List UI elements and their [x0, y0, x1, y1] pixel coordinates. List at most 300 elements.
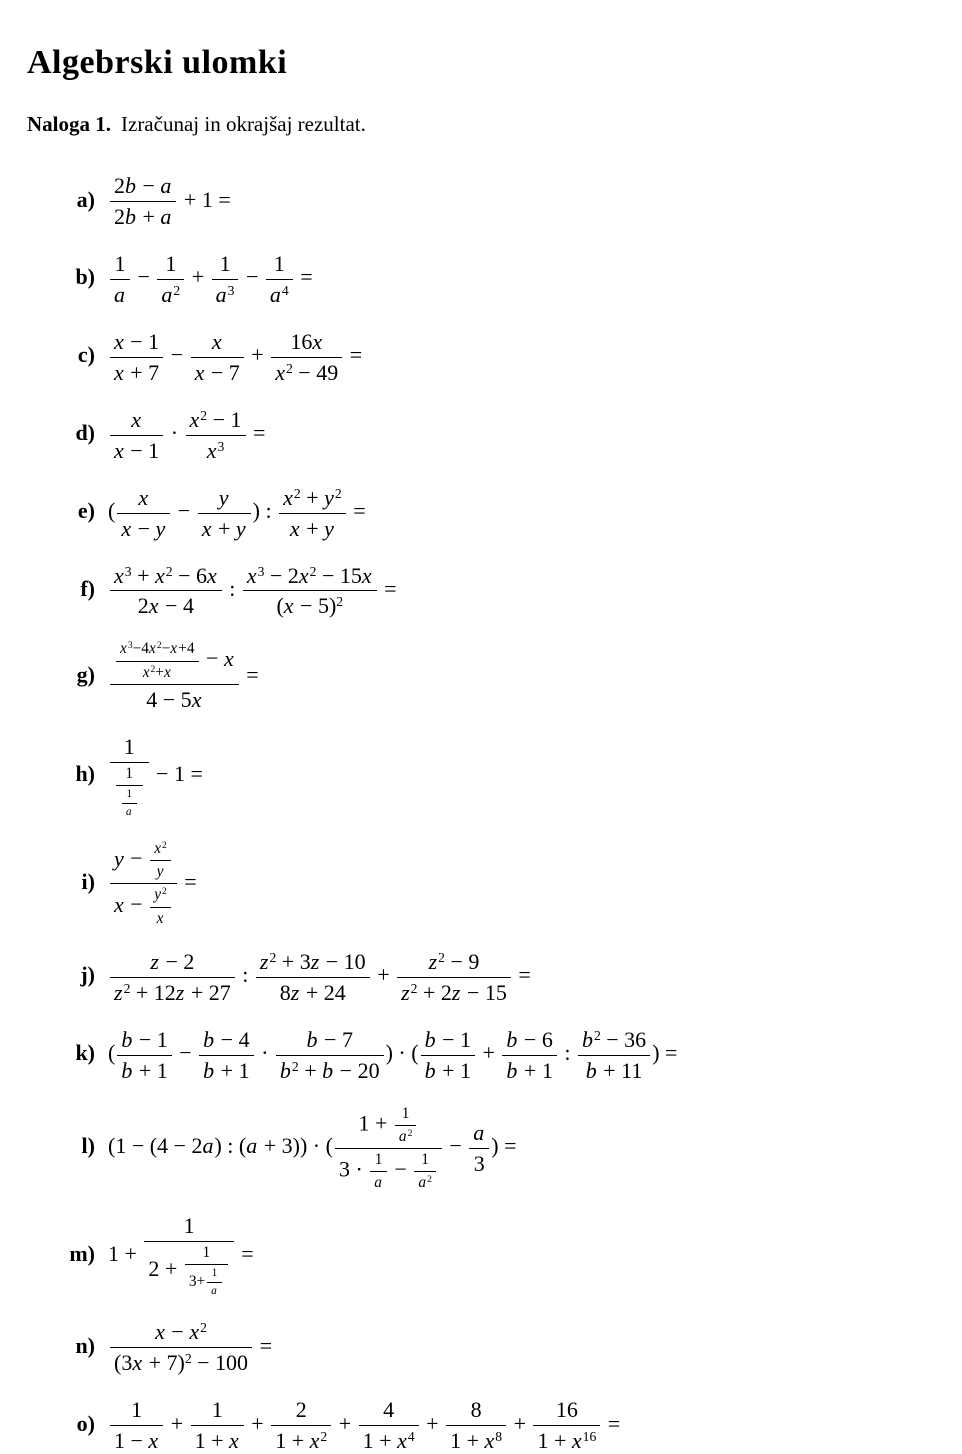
math-run: $1 + x^4$: [362, 1428, 415, 1454]
fraction-numerator: [110, 329, 163, 357]
fraction-numerator: [414, 1151, 435, 1171]
fraction-denominator: [116, 661, 199, 682]
fraction-denominator: [110, 883, 177, 927]
fraction-numerator: [279, 485, 346, 513]
fraction-numerator: [271, 1397, 331, 1425]
fraction-denominator: [157, 279, 184, 308]
fraction-denominator: [469, 1148, 489, 1177]
problem-row-g: [27, 640, 942, 712]
fraction-denominator: [144, 1241, 233, 1298]
math-run: +: [186, 264, 210, 290]
math-run: 4: [383, 1397, 395, 1423]
fraction-numerator: [116, 765, 143, 785]
fraction-denominator: [110, 762, 149, 819]
math-run: ) :: [252, 498, 278, 524]
fraction-numerator: [266, 251, 293, 279]
math-run: 1: [401, 1104, 410, 1122]
math-run: x: [131, 406, 141, 432]
problem-row-o: [27, 1397, 942, 1454]
math-run: 1: [131, 1397, 143, 1423]
fraction-denominator: [150, 907, 171, 928]
worksheet: [27, 44, 942, 1454]
fraction-numerator: [122, 788, 137, 803]
math-run: 1: [165, 250, 177, 276]
fraction: [110, 407, 163, 464]
math-run: =: [254, 1332, 272, 1358]
fraction-numerator: [116, 640, 199, 660]
fraction: [271, 329, 342, 386]
fraction: [207, 1267, 222, 1298]
math-run: $x^2 + y^2$: [283, 484, 342, 510]
fraction-denominator: [110, 201, 176, 230]
math-run: +: [371, 962, 396, 988]
task-label: Naloga 1.: [27, 112, 111, 136]
fraction-numerator: [157, 251, 184, 279]
math-run: 1: [421, 1150, 429, 1168]
fraction: [191, 329, 244, 386]
math-run: 2 +: [148, 1256, 183, 1282]
fraction: [157, 251, 184, 308]
fraction-denominator: [198, 513, 251, 542]
fraction: [397, 949, 511, 1006]
problem-row-e: [27, 485, 942, 542]
math-run: −: [132, 264, 156, 290]
fraction-numerator: [185, 1244, 228, 1264]
math-run: −: [173, 1040, 198, 1066]
math-run: $x^3$: [206, 437, 225, 463]
problem-formula: [108, 640, 259, 712]
fraction: [110, 949, 235, 1006]
fraction: [144, 1213, 233, 1298]
problem-formula: [108, 840, 197, 927]
fraction: [110, 640, 239, 712]
math-run: 1 + x: [194, 1428, 239, 1454]
fraction: [335, 1105, 442, 1193]
problem-label: a): [76, 186, 95, 212]
fraction: [279, 485, 346, 542]
math-run: $x^2$: [154, 840, 167, 858]
math-run: x + y: [289, 515, 334, 541]
math-run: +: [476, 1040, 501, 1066]
math-run: $a^4$: [269, 281, 289, 307]
problem-formula: [108, 1026, 678, 1083]
math-run: ) · (: [385, 1040, 419, 1066]
fraction: [110, 173, 176, 230]
math-run: $a^2$: [418, 1174, 432, 1192]
fraction-denominator: [397, 977, 511, 1006]
problem-row-j: [27, 949, 942, 1006]
fraction-numerator: [395, 1105, 416, 1125]
fraction-denominator: [122, 803, 137, 819]
fraction-denominator: [243, 590, 377, 619]
math-run: =: [240, 661, 259, 687]
fraction: [110, 734, 149, 819]
math-run: x − y: [121, 515, 166, 541]
math-run: 1: [123, 733, 135, 759]
fraction-denominator: [110, 684, 239, 713]
fraction-numerator: [469, 1120, 489, 1148]
problem-row-a: [27, 173, 942, 230]
math-run: 1: [125, 764, 134, 782]
fraction: [446, 1397, 506, 1454]
math-run: $(x - 5)^2$: [276, 593, 344, 619]
fraction-denominator: [191, 357, 244, 386]
fraction-denominator: [395, 1125, 416, 1146]
fraction-numerator: [110, 173, 176, 201]
fraction-numerator: [110, 563, 222, 591]
fraction-denominator: [191, 1425, 244, 1454]
math-run: a: [374, 1174, 382, 1192]
math-run: +: [333, 1410, 357, 1436]
fraction-denominator: [370, 1171, 387, 1192]
math-run: x: [138, 484, 149, 510]
fraction: [414, 1151, 435, 1192]
math-run: b − 1: [424, 1026, 471, 1052]
math-run: a: [211, 1285, 217, 1298]
fraction-denominator: [502, 1055, 556, 1084]
fraction-denominator: [271, 1425, 331, 1454]
math-run: x −: [114, 892, 149, 918]
fraction-numerator: [533, 1397, 600, 1425]
problem-label: k): [75, 1040, 95, 1066]
fraction-numerator: [150, 840, 171, 860]
problem-row-b: [27, 251, 942, 308]
math-run: b − 4: [203, 1026, 250, 1052]
task-line: [27, 112, 942, 137]
math-run: ) =: [652, 1040, 678, 1066]
math-run: x − 7: [194, 359, 240, 385]
fraction: [256, 949, 370, 1006]
problem-formula: [108, 733, 203, 818]
math-run: x + y: [201, 515, 246, 541]
fraction-numerator: [117, 1027, 171, 1055]
fraction-denominator: [279, 513, 346, 542]
math-run: $x^3 - 2x^2 - 15x$: [246, 562, 372, 588]
problem-label: c): [77, 342, 95, 368]
math-run: +: [508, 1410, 532, 1436]
problem-row-l: [27, 1105, 942, 1193]
math-run: $1 + x^2$: [275, 1428, 328, 1454]
problem-formula: [108, 250, 313, 307]
math-run: a: [473, 1119, 485, 1145]
math-run: −: [443, 1133, 468, 1159]
problem-label: j): [80, 962, 95, 988]
fraction-denominator: [116, 785, 143, 819]
fraction: [186, 407, 246, 464]
fraction-denominator: [578, 1055, 650, 1084]
fraction-numerator: [150, 886, 171, 906]
fraction-denominator: [446, 1425, 506, 1454]
problems-list: [27, 173, 942, 1454]
fraction-numerator: [198, 485, 251, 513]
task-text: Izračunaj in okrajšaj rezultat.: [121, 112, 366, 136]
fraction: [395, 1105, 416, 1146]
math-run: $x^3 + x^2 - 6x$: [114, 562, 217, 588]
fraction-denominator: [110, 977, 235, 1006]
math-run: (: [108, 498, 116, 524]
fraction-denominator: [117, 513, 170, 542]
math-run: 1: [183, 1213, 195, 1239]
math-run: 3+: [188, 1273, 206, 1291]
fraction-numerator: [271, 329, 342, 357]
math-run: +: [245, 342, 270, 368]
fraction-denominator: [533, 1425, 600, 1454]
fraction-denominator: [207, 1282, 222, 1298]
math-run: 1: [202, 1244, 211, 1262]
math-run: 16x: [290, 328, 323, 354]
fraction: [116, 765, 143, 819]
math-run: b + 1: [203, 1057, 250, 1083]
fraction-denominator: [150, 860, 171, 881]
math-run: $1 + x^8$: [450, 1428, 503, 1454]
math-run: $z^2 - 9$: [428, 948, 480, 974]
math-run: $a^3$: [215, 281, 235, 307]
fraction-denominator: [110, 279, 130, 308]
math-run: $x^2 - 1$: [189, 406, 242, 432]
math-run: $a^2$: [161, 281, 181, 307]
problem-label: e): [77, 498, 95, 524]
math-run: 1: [219, 250, 231, 276]
math-run: 16: [555, 1397, 578, 1423]
math-run: b + 1: [506, 1057, 553, 1083]
fraction-denominator: [266, 279, 293, 308]
fraction-numerator: [446, 1397, 506, 1425]
fraction: [122, 788, 137, 819]
fraction: [266, 251, 293, 308]
math-run: 8: [470, 1397, 482, 1423]
math-run: 1: [114, 250, 126, 276]
fraction: [370, 1151, 387, 1192]
fraction-denominator: [276, 1055, 384, 1084]
math-run: b − 1: [121, 1026, 168, 1052]
fraction-numerator: [110, 840, 177, 883]
math-run: x − 1: [114, 328, 160, 354]
fraction-numerator: [191, 329, 244, 357]
problem-label: n): [75, 1332, 95, 1358]
fraction: [198, 485, 251, 542]
fraction-denominator: [110, 1347, 252, 1376]
fraction-denominator: [335, 1148, 442, 1192]
problem-row-h: [27, 734, 942, 819]
fraction: [117, 1027, 171, 1084]
math-run: 4 − 5x: [146, 686, 202, 712]
fraction-numerator: [421, 1027, 475, 1055]
math-run: 2b + a: [114, 203, 172, 229]
fraction: [502, 1027, 556, 1084]
fraction-numerator: [117, 485, 170, 513]
math-run: =: [378, 576, 397, 602]
math-run: :: [558, 1040, 576, 1066]
fraction: [271, 1397, 331, 1454]
math-run: 1: [374, 1150, 383, 1168]
fraction: [110, 1319, 252, 1376]
problem-formula: [108, 1397, 621, 1454]
fraction: [469, 1120, 489, 1177]
math-run: =: [294, 264, 313, 290]
fraction-numerator: [256, 949, 370, 977]
page-title: Algebrski ulomki: [27, 44, 288, 81]
fraction-numerator: [110, 949, 235, 977]
math-run: b + 1: [121, 1057, 168, 1083]
math-run: (: [108, 1040, 116, 1066]
fraction-numerator: [110, 734, 149, 762]
math-run: $x^2 - 49$: [275, 359, 339, 385]
fraction-numerator: [199, 1027, 253, 1055]
math-run: −: [240, 264, 264, 290]
math-run: =: [347, 498, 366, 524]
fraction-denominator: [271, 357, 342, 386]
fraction-numerator: [359, 1397, 419, 1425]
problem-label: l): [81, 1133, 95, 1159]
math-run: 1: [211, 1267, 218, 1280]
math-run: b − 7: [306, 1026, 353, 1052]
math-run: =: [512, 962, 531, 988]
math-run: x: [211, 328, 222, 354]
problem-label: f): [80, 576, 95, 602]
math-run: y: [156, 863, 164, 881]
math-run: $z^2 + 2z - 15$: [401, 979, 507, 1005]
problem-formula: [108, 1213, 254, 1298]
fraction-numerator: [502, 1027, 556, 1055]
math-run: =: [344, 342, 363, 368]
math-run: a: [126, 805, 132, 818]
math-run: y: [218, 484, 229, 510]
problem-label: m): [69, 1240, 95, 1266]
math-run: =: [178, 868, 197, 894]
fraction: [243, 563, 377, 620]
fraction: [110, 251, 130, 308]
math-run: 1: [211, 1397, 223, 1423]
math-run: 3 ·: [338, 1156, 369, 1182]
fraction: [199, 1027, 253, 1084]
problem-row-n: [27, 1319, 942, 1376]
math-run: $1 + x^{16}$: [537, 1428, 597, 1454]
problem-row-k: [27, 1027, 942, 1084]
math-run: $x^2+x$: [142, 663, 171, 681]
fraction-denominator: [421, 1055, 475, 1084]
fraction: [212, 251, 239, 308]
problem-row-i: [27, 840, 942, 928]
math-run: z − 2: [150, 948, 195, 974]
problem-label: o): [76, 1410, 95, 1436]
fraction: [117, 485, 170, 542]
fraction: [110, 1397, 163, 1454]
problem-formula: [108, 173, 231, 229]
fraction-denominator: [414, 1171, 435, 1192]
fraction: [110, 840, 177, 928]
problem-label: d): [75, 420, 95, 446]
fraction: [578, 1027, 650, 1084]
math-run: +: [245, 1410, 270, 1436]
math-run: 8z + 24: [279, 979, 346, 1005]
fraction-numerator: [276, 1027, 384, 1055]
problem-formula: [108, 1319, 272, 1376]
math-run: b + 1: [424, 1057, 471, 1083]
math-run: −: [172, 498, 196, 524]
math-run: 2b − a: [114, 173, 172, 198]
fraction-numerator: [335, 1105, 442, 1148]
fraction-numerator: [370, 1151, 387, 1171]
math-run: +: [420, 1410, 445, 1436]
math-run: $b^2 - 36$: [581, 1026, 647, 1052]
fraction: [533, 1397, 600, 1454]
math-run: :: [236, 962, 254, 988]
fraction-denominator: [110, 357, 163, 386]
math-run: ) =: [491, 1133, 517, 1159]
math-run: $(3x + 7)^2 - 100$: [114, 1350, 249, 1376]
fraction-numerator: [110, 251, 130, 279]
fraction-numerator: [110, 1319, 252, 1347]
fraction-denominator: [110, 1425, 163, 1454]
fraction: [421, 1027, 475, 1084]
math-run: +: [165, 1410, 189, 1436]
fraction-numerator: [186, 407, 246, 435]
problem-label: b): [75, 264, 95, 290]
fraction-numerator: [191, 1397, 244, 1425]
fraction: [359, 1397, 419, 1454]
math-run: $x - x^2$: [155, 1319, 207, 1345]
fraction: [110, 563, 222, 620]
math-run: $z^2 + 12z + 27$: [114, 979, 231, 1005]
math-run: x: [156, 909, 164, 927]
fraction: [185, 1244, 228, 1298]
problem-formula: [108, 484, 366, 541]
math-run: $b^2 + b - 20$: [279, 1057, 380, 1083]
math-run: :: [223, 576, 241, 602]
math-run: − 1 =: [150, 761, 203, 787]
math-run: y −: [114, 845, 149, 871]
fraction-denominator: [186, 435, 246, 464]
fraction: [191, 1397, 244, 1454]
problem-formula: [108, 406, 266, 463]
math-run: ·: [255, 1040, 274, 1066]
fraction-numerator: [110, 640, 239, 683]
fraction-denominator: [117, 1055, 171, 1084]
problem-label: h): [75, 761, 95, 787]
fraction: [116, 640, 199, 681]
fraction-denominator: [256, 977, 370, 1006]
problem-formula: [108, 1104, 517, 1192]
fraction: [150, 886, 171, 927]
math-run: =: [247, 420, 266, 446]
fraction-numerator: [397, 949, 511, 977]
fraction-denominator: [199, 1055, 253, 1084]
math-run: 1: [126, 787, 133, 800]
problem-formula: [108, 562, 397, 619]
math-run: $z^2 + 3z - 10$: [259, 948, 366, 974]
math-run: 1 +: [358, 1110, 393, 1136]
fraction-denominator: [110, 435, 163, 464]
fraction: [276, 1027, 384, 1084]
problem-formula: [108, 948, 531, 1005]
problem-label: g): [76, 661, 95, 687]
math-run: b + 11: [585, 1057, 643, 1083]
fraction-numerator: [110, 1397, 163, 1425]
math-run: ·: [165, 420, 184, 446]
math-run: $y^2$: [154, 886, 167, 904]
math-run: $x^3-4x^2-x+4$: [120, 640, 195, 658]
problem-formula: [108, 328, 363, 385]
math-run: 1: [273, 250, 285, 276]
math-run: b − 6: [506, 1026, 553, 1052]
fraction-denominator: [359, 1425, 419, 1454]
math-run: + 1 =: [178, 186, 231, 212]
problem-row-c: [27, 329, 942, 386]
math-run: a: [114, 281, 125, 307]
math-run: x − 1: [114, 437, 160, 463]
math-run: −: [388, 1156, 413, 1182]
math-run: 1 − x: [114, 1428, 159, 1454]
